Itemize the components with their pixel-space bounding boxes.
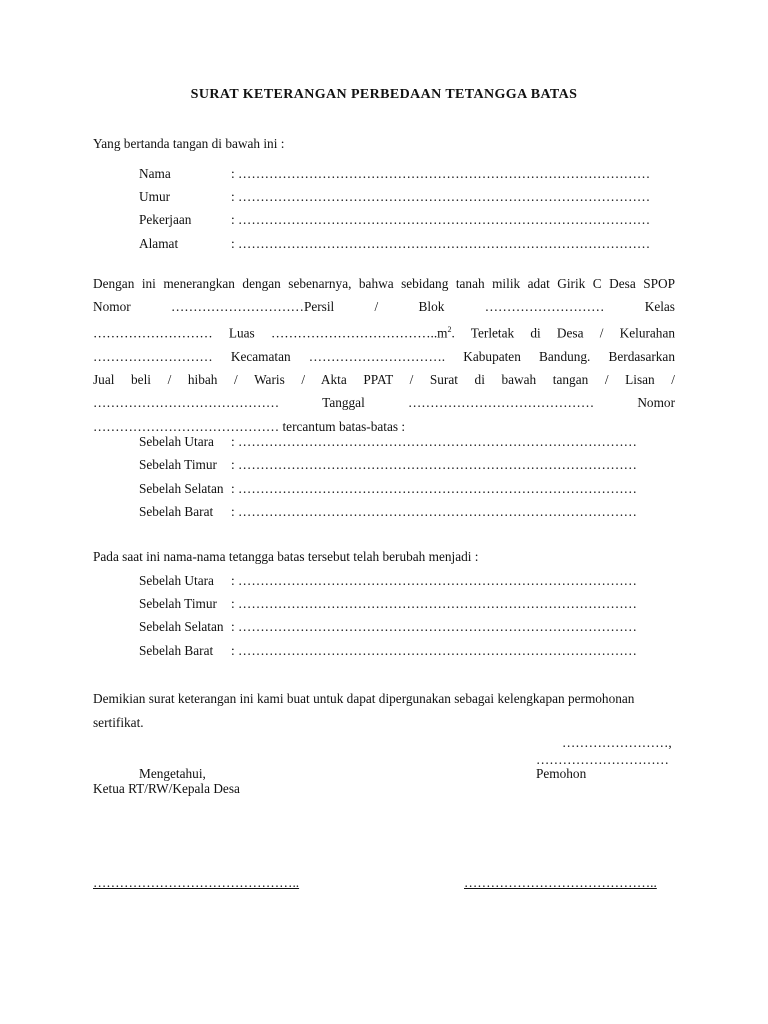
boundary-row-utara	[139, 434, 679, 454]
boundary-label: Sebelah Utara	[139, 434, 214, 449]
boundary-value: : ………………………………………………………………………………	[231, 596, 637, 611]
superscript-two: 2	[447, 325, 452, 335]
boundary-value: : ………………………………………………………………………………	[231, 457, 637, 472]
identity-label: Pekerjaan	[139, 212, 192, 227]
statement-paragraph	[93, 272, 675, 438]
new-boundary-row-barat	[139, 643, 679, 663]
identity-value: : …………………………………………………………………………………	[231, 236, 651, 251]
boundary-value: : ………………………………………………………………………………	[231, 619, 637, 634]
right-signature-line: ……………………………………..	[464, 875, 657, 890]
identity-value: : …………………………………………………………………………………	[231, 189, 651, 204]
boundary-label: Sebelah Barat	[139, 504, 214, 519]
place-date-line: ……………………,	[562, 735, 672, 750]
boundary-label: Sebelah Barat	[139, 643, 214, 658]
statement-line	[93, 318, 675, 345]
identity-value: : …………………………………………………………………………………	[231, 166, 651, 181]
new-boundary-row-selatan	[139, 619, 679, 639]
identity-value: : …………………………………………………………………………………	[231, 212, 651, 227]
boundary-value: : ………………………………………………………………………………	[231, 504, 637, 519]
boundary-row-barat	[139, 504, 679, 524]
right-signature-heading: Pemohon	[536, 766, 587, 781]
boundary-row-timur	[139, 457, 679, 477]
statement-line: …………………………………… Tanggal …………………………………… Nomor	[93, 395, 675, 411]
new-boundary-row-utara	[139, 573, 679, 593]
statement-line: Dengan ini menerangkan dengan sebenarnya, bahwa sebidang tanah milik adat Girik C Desa SPOP	[93, 276, 675, 291]
statement-line: …………………………………… tercantum batas-batas :	[93, 418, 406, 434]
boundary-row-selatan	[139, 481, 679, 501]
document-title: SURAT KETERANGAN PERBEDAAN TETANGGA BATAS	[190, 87, 578, 102]
boundary-value: : ………………………………………………………………………………	[231, 434, 637, 449]
boundary-label: Sebelah Selatan	[139, 481, 224, 496]
boundary-label: Sebelah Utara	[139, 573, 214, 588]
statement-line: Nomor …………………………Persil / Blok ……………………… Kelas	[93, 299, 675, 315]
identity-label: Nama	[139, 166, 171, 181]
boundary-label: Sebelah Selatan	[139, 619, 224, 634]
boundary-value: : ………………………………………………………………………………	[231, 481, 637, 496]
boundary-label: Sebelah Timur	[139, 457, 217, 472]
intro-text: Yang bertanda tangan di bawah ini :	[93, 136, 285, 151]
identity-row-pekerjaan	[139, 212, 679, 232]
boundary-label: Sebelah Timur	[139, 596, 217, 611]
identity-row-nama	[139, 166, 679, 186]
place-date-line-2: …………………………	[536, 752, 669, 767]
left-signature-heading: Mengetahui,	[139, 766, 206, 781]
statement-line-part: ……………………… Luas ………………………………..m	[93, 325, 448, 341]
identity-row-alamat	[139, 236, 679, 256]
boundary-value: : ………………………………………………………………………………	[231, 643, 637, 658]
identity-label: Umur	[139, 189, 171, 204]
closing-paragraph: Demikian surat keterangan ini kami buat untuk dapat dipergunakan sebagai kelengkapan permohonan sertifikat.	[93, 691, 635, 730]
statement-line: Jual beli / hibah / Waris / Akta PPAT / Surat di bawah tangan / Lisan /	[93, 372, 675, 388]
boundary-value: : ………………………………………………………………………………	[231, 573, 637, 588]
statement-line-part: . Terletak di Desa / Kelurahan	[451, 325, 675, 341]
left-signature-line: ………………………………………..	[93, 875, 300, 890]
identity-label: Alamat	[139, 236, 179, 251]
identity-row-umur	[139, 189, 679, 209]
change-intro-text: Pada saat ini nama-nama tetangga batas tersebut telah berubah menjadi :	[93, 549, 479, 564]
new-boundary-row-timur	[139, 596, 679, 616]
left-signature-role: Ketua RT/RW/Kepala Desa	[93, 781, 240, 796]
statement-line: ……………………… Kecamatan …………………………. Kabupaten Bandung. Berdasarkan	[93, 349, 675, 365]
